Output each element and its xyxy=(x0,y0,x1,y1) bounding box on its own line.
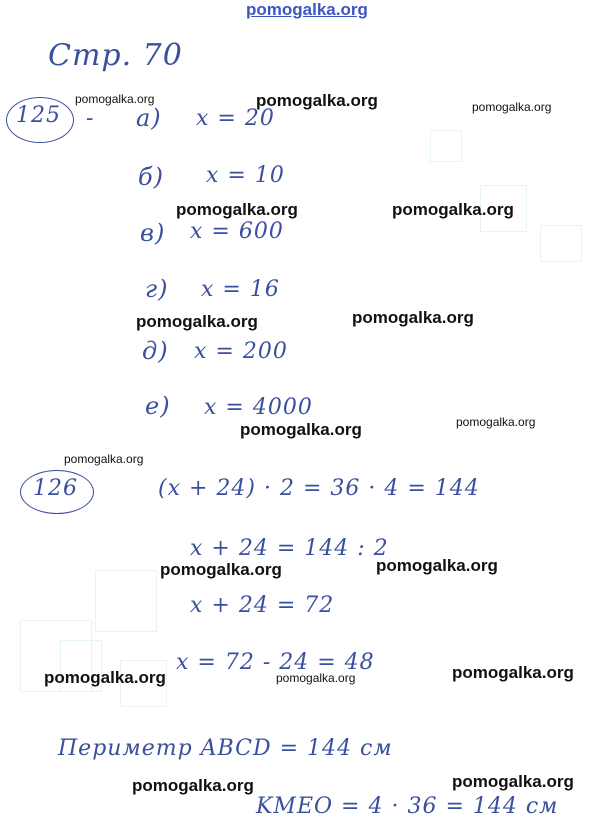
top-watermark-link[interactable]: pomogalka.org xyxy=(246,0,368,19)
grid-fragment xyxy=(95,570,157,632)
watermark: pomogalka.org xyxy=(44,668,166,687)
item-equation: x = 10 xyxy=(206,163,285,188)
watermark: pomogalka.org xyxy=(176,200,298,219)
item-letter: д) xyxy=(142,337,169,365)
task-number: 125 xyxy=(16,103,61,128)
page-header: Стр. 70 xyxy=(48,38,183,73)
solution-line: Периметр ABCD = 144 см xyxy=(58,736,393,761)
watermark: pomogalka.org xyxy=(452,663,574,682)
item-equation: x = 16 xyxy=(201,277,280,302)
watermark: pomogalka.org xyxy=(352,308,474,327)
watermark: pomogalka.org xyxy=(276,671,356,685)
item-letter: в) xyxy=(140,219,166,247)
watermark: pomogalka.org xyxy=(136,312,258,331)
item-equation: x = 200 xyxy=(194,339,288,364)
grid-fragment xyxy=(430,130,462,162)
watermark: pomogalka.org xyxy=(132,776,254,795)
watermark: pomogalka.org xyxy=(75,92,155,106)
item-equation: x = 600 xyxy=(190,219,284,244)
task-number: 126 xyxy=(33,476,78,501)
watermark: pomogalka.org xyxy=(256,91,378,110)
watermark: pomogalka.org xyxy=(64,452,144,466)
item-letter: г) xyxy=(145,275,169,303)
item-equation: x = 20 xyxy=(196,106,275,131)
watermark: pomogalka.org xyxy=(456,415,536,429)
task-dash: - xyxy=(86,106,95,131)
watermark: pomogalka.org xyxy=(160,560,282,579)
item-letter: б) xyxy=(138,163,165,191)
item-letter: е) xyxy=(145,392,171,420)
watermark: pomogalka.org xyxy=(376,556,498,575)
watermark: pomogalka.org xyxy=(452,772,574,791)
solution-line: x + 24 = 144 : 2 xyxy=(190,536,389,561)
watermark: pomogalka.org xyxy=(472,100,552,114)
watermark: pomogalka.org xyxy=(392,200,514,219)
solution-line: x + 24 = 72 xyxy=(190,593,335,618)
solution-line: x = 72 - 24 = 48 xyxy=(176,650,375,675)
solution-line: (x + 24) · 2 = 36 · 4 = 144 xyxy=(158,476,480,501)
item-equation: x = 4000 xyxy=(204,395,313,420)
grid-fragment xyxy=(540,225,582,262)
item-letter: а) xyxy=(136,104,162,132)
watermark: pomogalka.org xyxy=(240,420,362,439)
solution-line: KMEO = 4 · 36 = 144 см xyxy=(256,794,559,819)
